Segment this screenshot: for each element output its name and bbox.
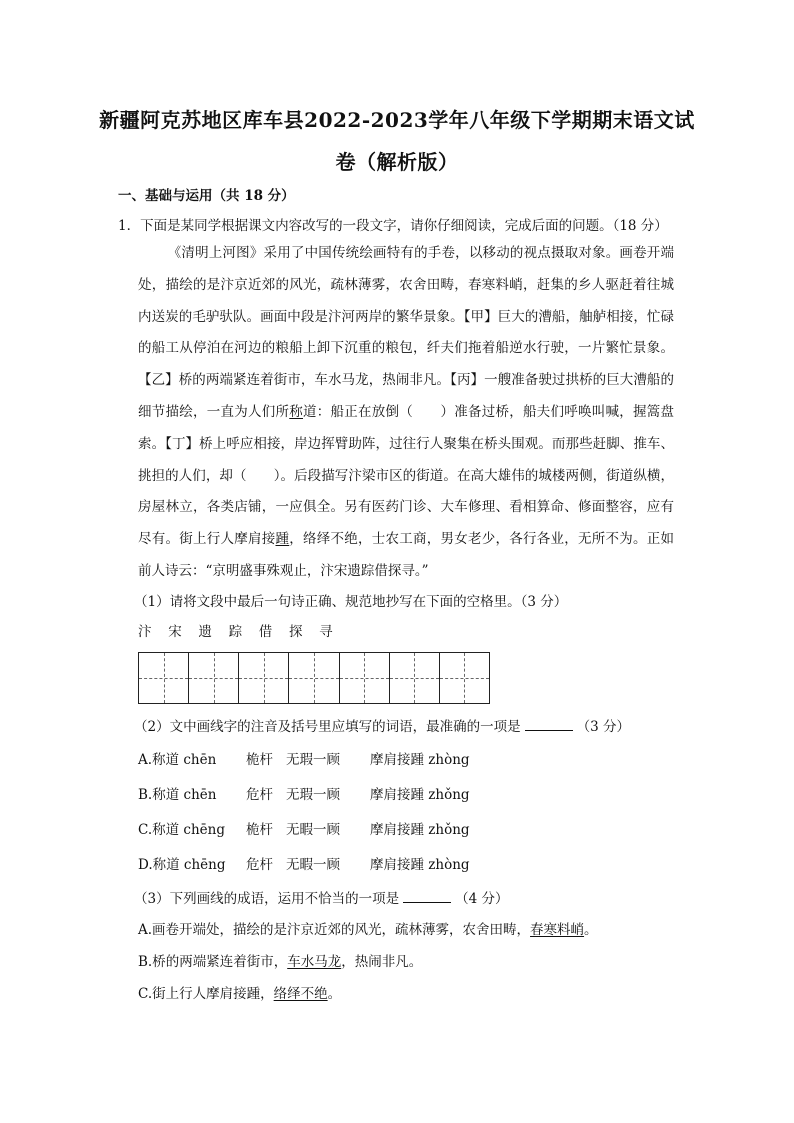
option-3a: A.画卷开端处，描绘的是汴京近郊的风光，疏林薄雾，农舍田畴，春寒料峭。 — [138, 922, 598, 938]
underlined-char-zhong: 踵 — [275, 531, 290, 548]
sub-question-2: （2）文中画线字的注音及括号里应填写的词语，最准确的一项是 （3 分） — [134, 716, 630, 737]
option-3c: C.街上行人摩肩接踵，络绎不绝。 — [138, 986, 342, 1002]
grid-cell[interactable] — [189, 653, 239, 703]
option-2c: C.称道 chēng 桅杆 无暇一顾 摩肩接踵 zhǒng — [138, 822, 470, 838]
answer-blank[interactable] — [403, 888, 451, 903]
grid-cell[interactable] — [289, 653, 339, 703]
option-2d: D.称道 chēng 危杆 无暇一顾 摩肩接踵 zhòng — [138, 857, 470, 873]
grid-cell[interactable] — [340, 653, 390, 703]
sub-question-1: （1）请将文段中最后一句诗正确、规范地抄写在下面的空格里。（3 分） — [134, 594, 568, 610]
option-2b: B.称道 chēn 危杆 无瑕一顾 摩肩接踵 zhǒng — [138, 787, 470, 803]
grid-cell[interactable] — [139, 653, 189, 703]
underlined-char-cheng: 称 — [289, 403, 303, 420]
passage-text: 《清明上河图》采用了中国传统绘画特有的手卷，以移动的视点摄取对象。画卷开端处，描绘的是汴京近郊的风光，疏林薄雾，农舍田畴，春寒料峭，赶集的乡人驱赶着往城内送炭的毛驴驮队。画面中段是汴河两岸的繁华景象。【甲】巨大的漕船，舳舻相接，忙碌的船工从停泊在河边的粮船上卸下沉重的粮包，纤夫们拖着船逆水行驶，一片繁忙景象。【乙】桥的两端紧连着街市，车水马龙，热闹非凡。【丙】一艘准备驶过拱桥的巨大漕船的细节描绘，一直为人们所称道：船正在放倒（ ）准备过桥，船夫们呼唤叫喊，握篙盘索。【丁】桥上呼应相接，岸边挥臂助阵，过往行人聚集在桥头围观。而那些赶脚、推车、挑担的人们，却（ ）。后段描写汴梁市区的街道。在高大雄伟的城楼两侧，街道纵横，房屋林立，各类店铺，一应俱全。另有医药门诊、大车修理、看相算命、修面整容，应有尽有。街上行人摩肩接踵，络绎不绝，士农工商，男女老少，各行各业，无所不为。正如前人诗云：“京明盛事殊观止，汴宋遗踪借探寻。” — [138, 245, 674, 579]
grid-cell[interactable] — [440, 653, 489, 703]
copy-source-text: 汴 宋 遗 踪 借 探 寻 — [138, 624, 339, 640]
option-2a: A.称道 chēn 桅杆 无瑕一顾 摩肩接踵 zhòng — [138, 752, 470, 768]
question-1-stem: 1．下面是某同学根据课文内容改写的一段文字，请你仔细阅读，完成后面的问题。（18 分） — [118, 218, 668, 234]
grid-cell[interactable] — [390, 653, 440, 703]
question-1-passage — [138, 238, 674, 588]
section-heading: 一、基础与运用（共 18 分） — [118, 188, 295, 204]
doc-title-line1: 新疆阿克苏地区库车县2022-2023学年八年级下学期期末语文试 — [99, 108, 695, 132]
option-3b: B.桥的两端紧连着街市，车水马龙，热闹非凡。 — [138, 954, 423, 970]
writing-grid[interactable] — [138, 652, 490, 704]
answer-blank[interactable] — [525, 716, 573, 731]
grid-cell[interactable] — [239, 653, 289, 703]
doc-title-line2: 卷（解析版） — [335, 150, 459, 174]
sub-question-3: （3）下列画线的成语，运用不恰当的一项是 （4 分） — [134, 888, 508, 909]
